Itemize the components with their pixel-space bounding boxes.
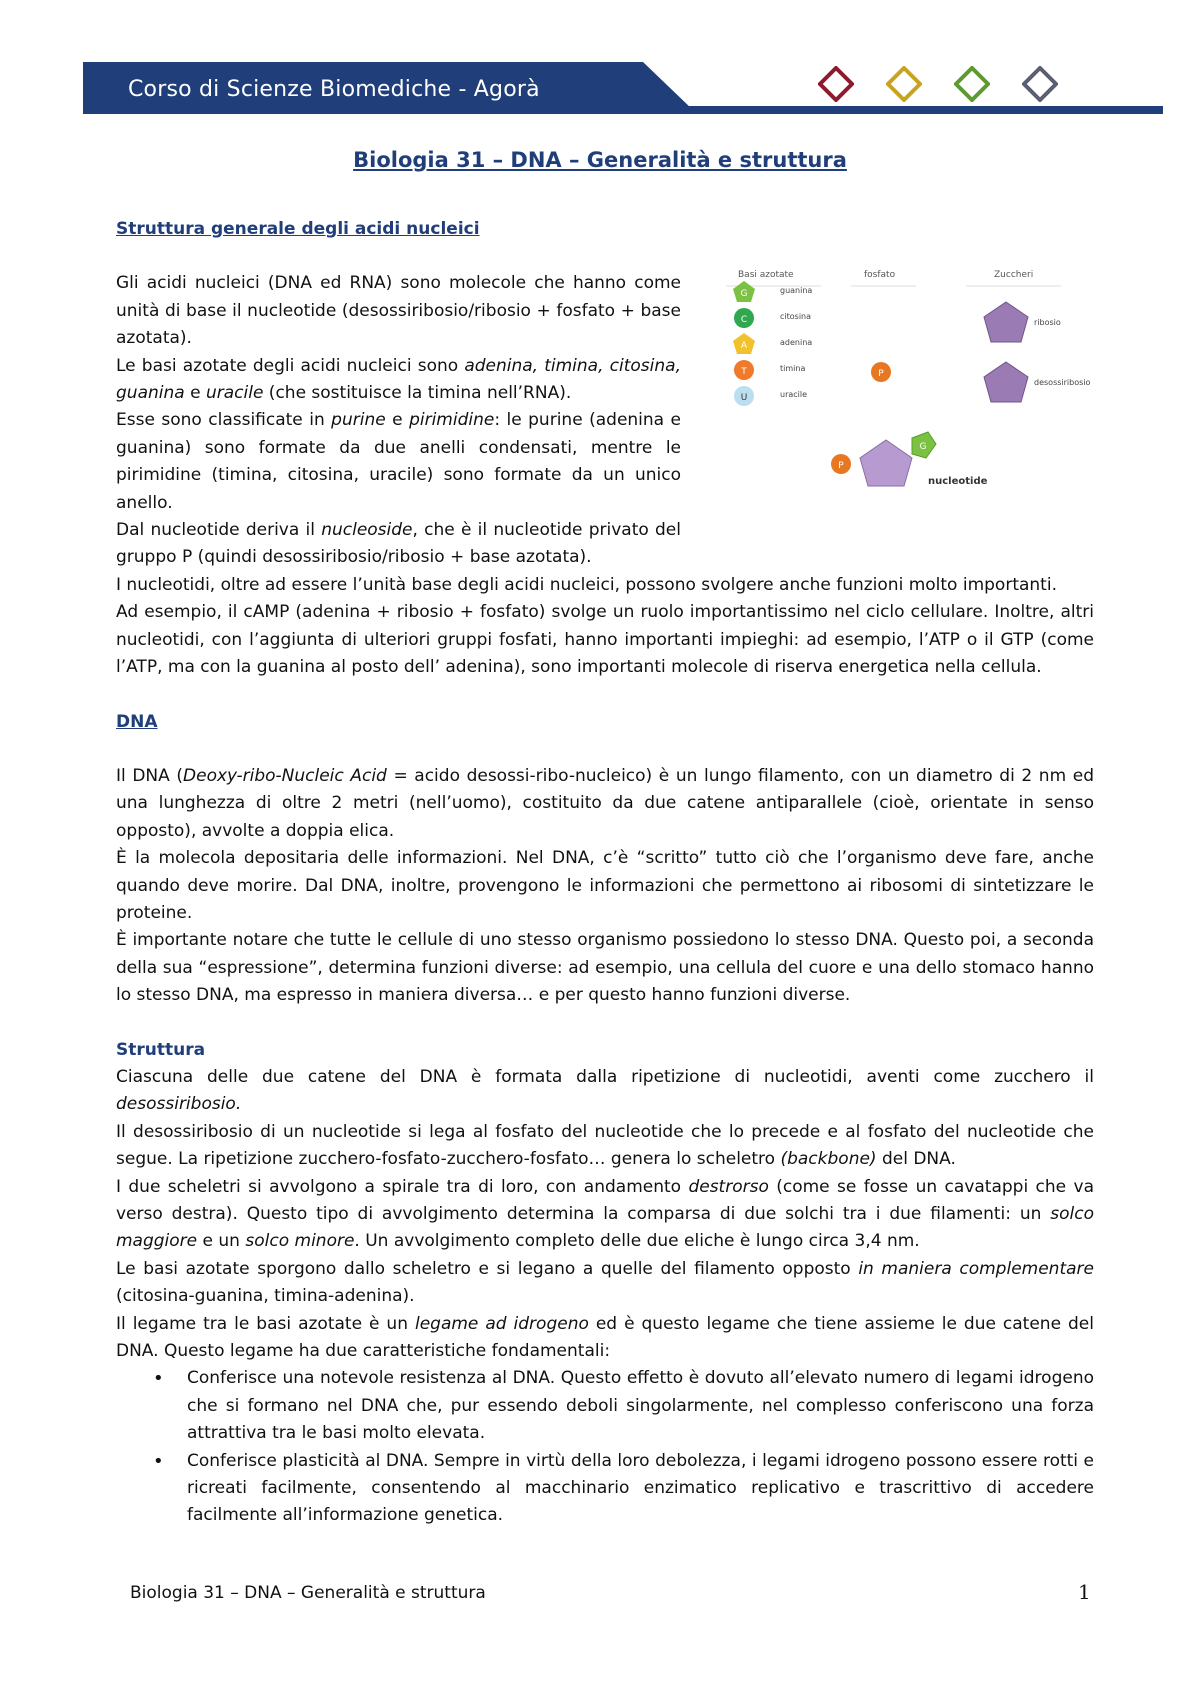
diamond-grey-icon: [1022, 66, 1058, 102]
footer-title: Biologia 31 – DNA – Generalità e struttura: [130, 1583, 486, 1603]
figure-head-zuccheri: Zuccheri: [994, 270, 1034, 280]
base-letter: C: [740, 315, 748, 325]
document-body: [116, 216, 1094, 1530]
list-item: • Conferisce plasticità al DNA. Sempre in virtù della loro debolezza, i legami idrogeno possono essere rotti e ricreati facilmente, consentendo al macchinario enzimatico replicativo e trascrittivo di accedere facilmente all’informazione genetica.: [187, 1448, 1094, 1530]
paragraph: Dal nucleotide deriva il nucleoside, che è il nucleotide privato del gruppo P (quindi desossiribosio/ribosio + base azotata).: [116, 520, 681, 568]
diamond-yellow-icon: [886, 66, 922, 102]
paragraph: I due scheletri si avvolgono a spirale tra di loro, con andamento destrorso (come se fosse un cavatappi che va verso destra). Questo tipo di avvolgimento determina la comparsa di due solchi tra i due filamenti: un solco maggiore e un solco minore. Un avvolgimento completo delle due eliche è lungo circa 3,4 nm.: [116, 1176, 1094, 1252]
base-label-guanina: guanina: [780, 286, 813, 295]
paragraph: Esse sono classificate in purine e pirimidine: le purine (adenina e guanina) sono formate da due anelli condensati, mentre le pirimidine (timina, citosina, uracile) sono formate da un unico anello.: [116, 410, 681, 513]
diamond-green-icon: [954, 66, 990, 102]
section-heading-struttura: Struttura: [116, 1039, 206, 1060]
paragraph: Ciascuna delle due catene del DNA è formata dalla ripetizione di nucleotidi, aventi come zucchero il desossiribosio.: [116, 1066, 1094, 1115]
paragraph: Il legame tra le basi azotate è un legame ad idrogeno ed è questo legame che tiene assieme le due catene del DNA. Questo legame ha due caratteristiche fondamentali:: [116, 1313, 1094, 1362]
section-heading-acidi-nucleici: Struttura generale degli acidi nucleici: [116, 219, 480, 239]
paragraph: È importante notare che tutte le cellule di uno stesso organismo possiedono lo stesso DNA. Questo poi, a seconda della sua “espressione”, determina funzioni diverse: ad esempio, una cellula del cuore e una dello stomaco hanno lo stesso DNA, ma espresso in maniera diversa… e per questo hanno funzioni diverse.: [116, 930, 1094, 1006]
base-letter: A: [740, 341, 748, 351]
bullet-list: [116, 1365, 1094, 1529]
sugar-label-ribosio: ribosio: [1034, 318, 1061, 327]
section-heading-dna: DNA: [116, 711, 158, 732]
base-label-adenina: adenina: [780, 338, 813, 347]
paragraph: I nucleotidi, oltre ad essere l’unità base degli acidi nucleici, possono svolgere anche funzioni molto importanti.: [116, 574, 1057, 595]
banner-title: Corso di Scienze Biomediche - Agorà: [128, 77, 540, 102]
header-banner: [83, 62, 1163, 124]
paragraph: Ad esempio, il cAMP (adenina + ribosio + fosfato) svolge un ruolo importantissimo nel ciclo cellulare. Inoltre, altri nucleotidi, con l’aggiunta di ulteriori gruppi fosfati, hanno importanti impieghi: ad esempio, l’ATP o il GTP (come l’ATP, ma con la guanina al posto dell’ adenina), sono importanti molecole di riserva energetica nella cellula.: [116, 602, 1094, 678]
base-letter: G: [740, 289, 748, 299]
paragraph: Le basi azotate degli acidi nucleici sono adenina, timina, citosina, guanina e uracile (che sostituisce la timina nell’RNA).: [116, 355, 681, 404]
figure-head-fosfato: fosfato: [864, 270, 896, 280]
paragraph: Il DNA (Deoxy-ribo-Nucleic Acid = acido desossi-ribo-nucleico) è un lungo filamento, con un diametro di 2 nm ed una lunghezza di oltre 2 metri (nell’uomo), costituito da due catene antiparallele (cioè, orientate in senso opposto), avvolte a doppia elica.: [116, 765, 1094, 841]
paragraph: Il desossiribosio di un nucleotide si lega al fosfato del nucleotide che lo precede e al fosfato del nucleotide che segue. La ripetizione zucchero-fosfato-zucchero-fosfato… genera lo scheletro (backbone) del DNA.: [116, 1121, 1094, 1170]
paragraph: È la molecola depositaria delle informazioni. Nel DNA, c’è “scritto” tutto ciò che l’organismo deve fare, anche quando deve morire. Dal DNA, inoltre, provengono le informazioni che permettono ai ribosomi di sintetizzare le proteine.: [116, 848, 1094, 923]
nucleotide-base-letter: G: [919, 442, 927, 452]
page-title: Biologia 31 – DNA – Generalità e struttura: [353, 148, 847, 172]
diamond-red-icon: [818, 66, 854, 102]
phosphate-letter: P: [878, 369, 884, 379]
base-letter: T: [741, 367, 747, 377]
figure-head-basi: Basi azotate: [738, 270, 794, 280]
base-label-timina: timina: [780, 364, 806, 373]
nucleotide-phosphate-letter: P: [838, 461, 844, 471]
paragraph: Gli acidi nucleici (DNA ed RNA) sono molecole che hanno come unità di base il nucleotide (desossiribosio/ribosio + fosfato + base azotata).: [116, 273, 681, 349]
sugar-label-desossiribosio: desossiribosio: [1034, 378, 1091, 387]
base-label-uracile: uracile: [780, 390, 808, 399]
base-letter: U: [740, 393, 748, 403]
paragraph: Le basi azotate sporgono dallo scheletro e si legano a quelle del filamento opposto in maniera complementare (citosina-guanina, timina-adenina).: [116, 1258, 1094, 1307]
page-number: 1: [1078, 1580, 1091, 1604]
list-item: • Conferisce una notevole resistenza al DNA. Questo effetto è dovuto all’elevato numero di legami idrogeno che si formano nel DNA che, pur essendo deboli singolarmente, nel complesso conferiscono una forza attrattiva tra le basi molto elevata.: [187, 1365, 1094, 1447]
nucleotide-label: nucleotide: [928, 476, 988, 487]
base-label-citosina: citosina: [780, 312, 812, 321]
